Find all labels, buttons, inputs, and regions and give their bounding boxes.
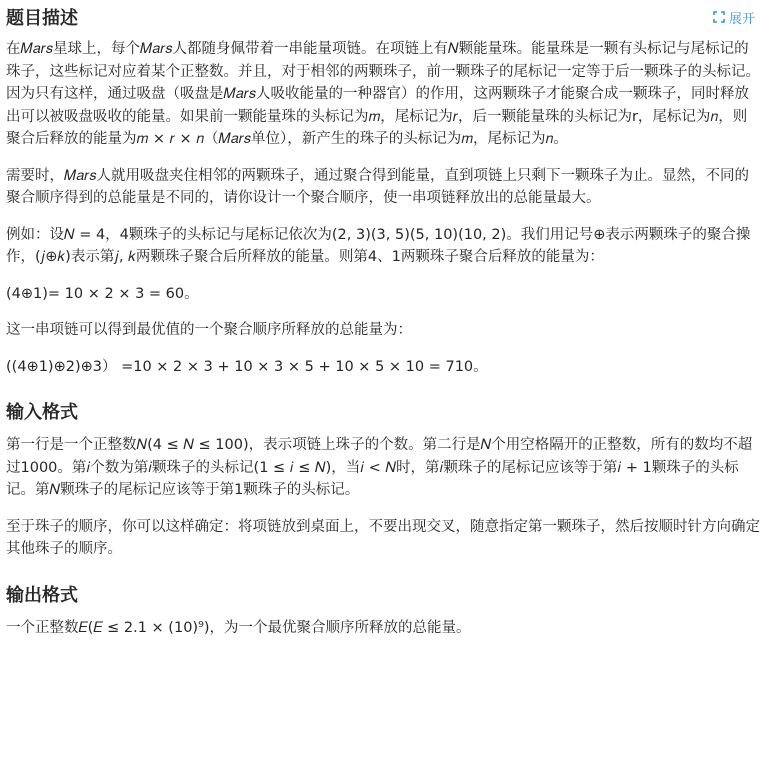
description-paragraph-2: 需要时，𝑀𝑎𝑟𝑠人就用吸盘夹住相邻的两颗珠子，通过聚合得到能量，直到项链上只剩下一颗珠子为止。显然，不同的聚合顺序得到的总能量是不同的，请你设计一个聚合顺序，使一串项链释放出的总能量最大。 [6, 167, 749, 206]
description-header [6, 2, 761, 32]
expand-icon [713, 11, 725, 23]
problem-page [0, 2, 767, 777]
example-formula-2: ((4⊕1)⊕2)⊕3） =10 × 2 × 3 + 10 × 3 × 5 + 10 × 5 × 10 = 710。 [6, 358, 488, 375]
output-format-header [6, 581, 761, 607]
example-formula-1: (4⊕1)= 10 × 2 × 3 = 60。 [6, 285, 199, 302]
expand-button[interactable] [713, 8, 755, 27]
expand-label: 展开 [728, 11, 755, 27]
input-format-title: 输入格式 [6, 402, 78, 423]
input-format-paragraph-1: 第一行是一个正整数𝑁(4 ≤ 𝑁 ≤ 100)，表示项链上珠子的个数。第二行是𝑁个用空格隔开的正整数，所有的数均不超过1000。第𝑖个数为第𝑖颗珠子的头标记(1 ≤ 𝑖 ≤ 𝑁)，当𝑖 < 𝑁时，第𝑖颗珠子的尾标记应该等于第𝑖 + 1颗珠子的头标记。第𝑁颗珠子的尾标记应该等于第1颗珠子的头标记。 [6, 437, 753, 498]
output-format-paragraph: 一个正整数𝐸(𝐸 ≤ 2.1 × (10)⁹)，为一个最优聚合顺序所释放的总能量。 [6, 619, 471, 636]
description-paragraph-4: 这一串项链可以得到最优值的一个聚合顺序所释放的总能量为： [6, 322, 412, 338]
page-title: 题目描述 [6, 8, 78, 29]
output-format-title: 输出格式 [6, 584, 78, 606]
description-paragraph-3: 例如：设𝑁 = 4，4颗珠子的头标记与尾标记依次为(2, 3)(3, 5)(5, 10)(10, 2)。我们用记号⊕表示两颗珠子的聚合操作，(𝑗⊕𝑘)表示第𝑗, 𝑘两颗珠子聚合后所释放的能量。则第4、1两颗珠子聚合后释放的能量为： [6, 226, 751, 265]
input-format-header [6, 398, 761, 424]
input-format-paragraph-2: 至于珠子的顺序，你可以这样确定：将项链放到桌面上，不要出现交叉，随意指定第一颗珠子，然后按顺时针方向确定其他珠子的顺序。 [6, 518, 760, 557]
description-paragraph-1: 在𝑀𝑎𝑟𝑠星球上，每个𝑀𝑎𝑟𝑠人都随身佩带着一串能量项链。在项链上有𝑁颗能量珠。能量珠是一颗有头标记与尾标记的珠子，这些标记对应着某个正整数。并且，对于相邻的两颗珠子，前一颗珠子的尾标记一定等于后一颗珠子的头标记。因为只有这样，通过吸盘（吸盘是𝑀𝑎𝑟𝑠人吸收能量的一种器官）的作用，这两颗珠子才能聚合成一颗珠子，同时释放出可以被吸盘吸收的能量。如果前一颗能量珠的头标记为𝑚，尾标记为𝑟，后一颗能量珠的头标记为r，尾标记为𝑛，则聚合后释放的能量为𝑚 × 𝑟 × 𝑛（𝑀𝑎𝑟𝑠单位），新产生的珠子的头标记为𝑚，尾标记为𝑛。 [6, 41, 760, 147]
